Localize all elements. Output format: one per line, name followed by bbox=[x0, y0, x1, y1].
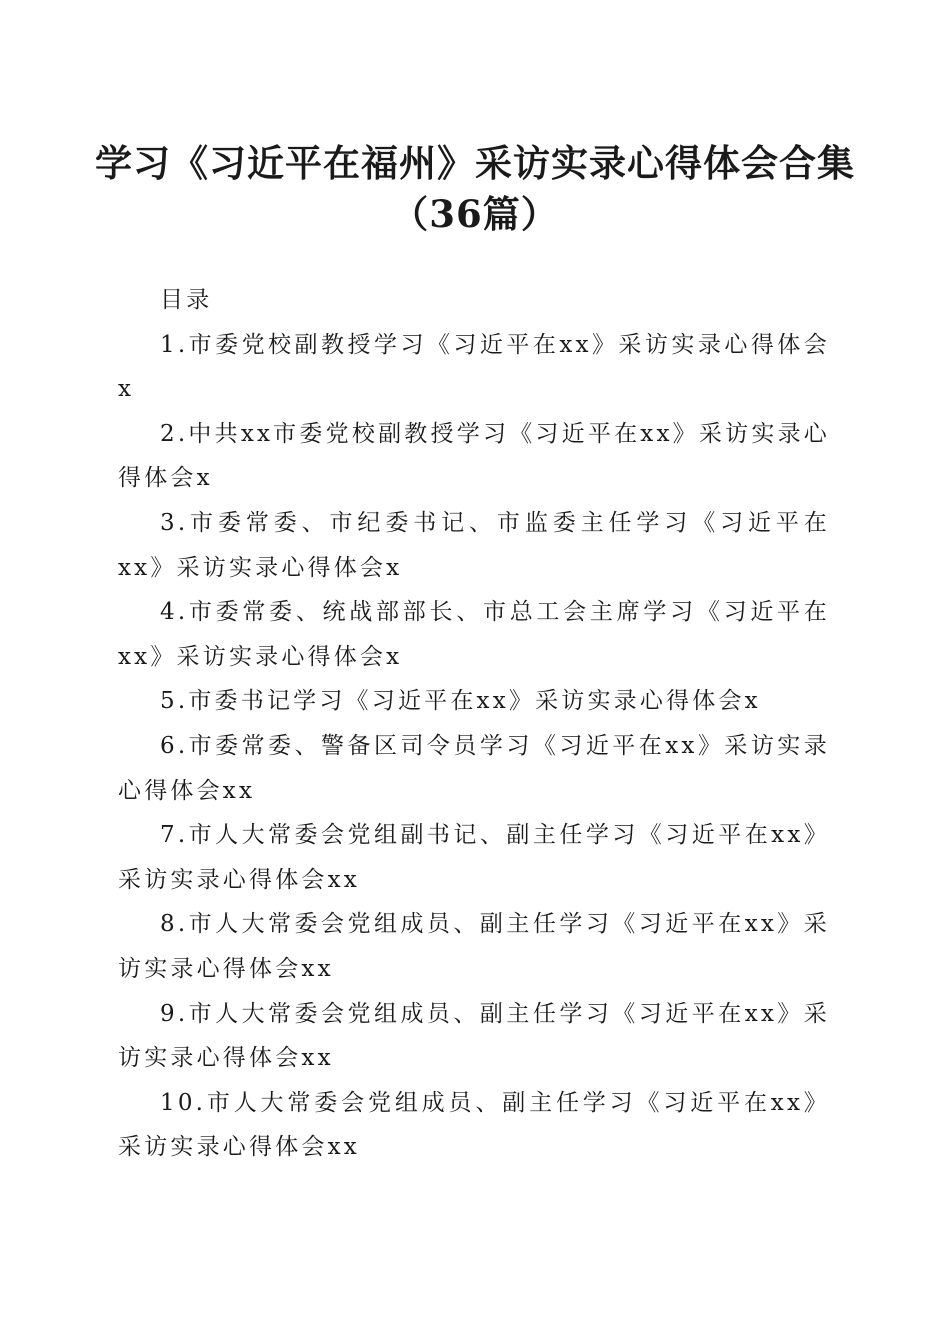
toc-item: 4.市委常委、统战部部长、市总工会主席学习《习近平在xx》采访实录心得体会x bbox=[118, 599, 830, 670]
toc-item: 8.市人大常委会党组成员、副主任学习《习近平在xx》采访实录心得体会xx bbox=[118, 911, 830, 982]
toc-item: 3.市委常委、市纪委书记、市监委主任学习《习近平在xx》采访实录心得体会x bbox=[118, 509, 830, 581]
toc-item: 5.市委书记学习《习近平在xx》采访实录心得体会x bbox=[160, 688, 761, 715]
toc-item: 10.市人大常委会党组成员、副主任学习《习近平在xx》采访实录心得体会xx bbox=[118, 1089, 830, 1161]
toc-item: 6.市委常委、警备区司令员学习《习近平在xx》采访实录心得体会xx bbox=[118, 732, 830, 804]
toc-item: 9.市人大常委会党组成员、副主任学习《习近平在xx》采访实录心得体会xx bbox=[118, 1000, 830, 1072]
toc-item: 7.市人大常委会党组副书记、副主任学习《习近平在xx》采访实录心得体会xx bbox=[118, 822, 830, 893]
table-of-contents bbox=[118, 278, 830, 1170]
toc-heading: 目录 bbox=[160, 287, 213, 313]
document-title: 学习《习近平在福州》采访实录心得体会合集 bbox=[95, 141, 855, 185]
document-subtitle: （36篇） bbox=[391, 192, 559, 236]
toc-item: 1.市委党校副教授学习《习近平在xx》采访实录心得体会x bbox=[118, 331, 830, 403]
toc-item: 2.中共xx市委党校副教授学习《习近平在xx》采访实录心得体会x bbox=[118, 420, 830, 492]
